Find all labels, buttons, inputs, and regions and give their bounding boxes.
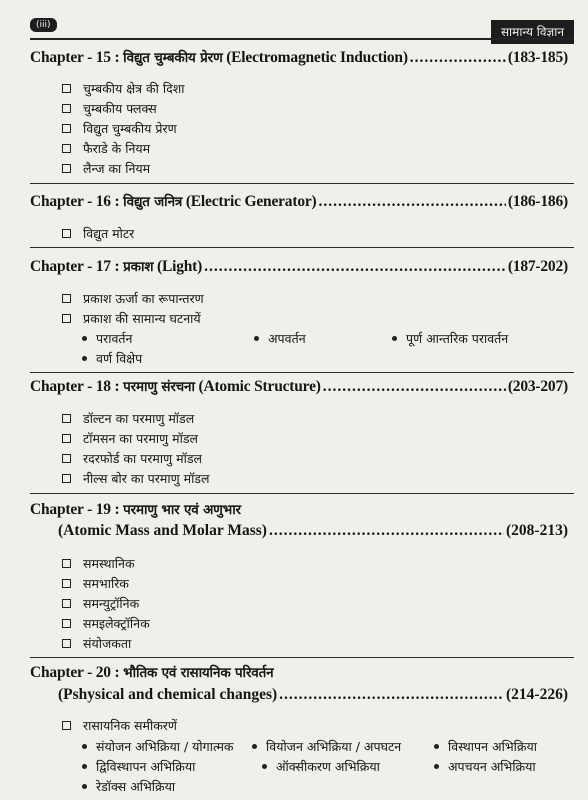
subtopic-item [262,758,380,775]
subtopic-text: वियोजन अभिक्रिया / अपघटन [266,739,402,754]
topic-text: चुम्बकीय क्षेत्र की दिशा [83,81,185,96]
leader-dots [269,522,504,540]
header-rule [30,38,574,40]
topic-item [62,615,150,632]
topic-text: समभारिक [83,576,129,591]
subtopic-text: परावर्तन [96,331,133,346]
chapter-pages: (186-186) [507,193,568,210]
chapter-label: Chapter - 16 : [30,193,120,210]
checkbox-icon [62,579,71,588]
chapter-label: Chapter - 20 : [30,664,120,681]
chapter-20-heading [30,663,273,682]
leader-dots [279,686,504,704]
checkbox-icon [62,144,71,153]
chapter-19-heading [30,500,241,519]
subtopic-item [82,350,142,367]
checkbox-icon [62,124,71,133]
chapter-english-title: (Electromagnetic Induction) [226,49,408,66]
chapter-19-subheading [58,522,568,540]
topic-item [62,470,209,487]
bullet-icon [262,764,267,769]
chapter-hindi-title: परमाणु संरचना [123,379,195,395]
topic-text: समन्युट्रॉनिक [83,596,140,611]
topic-text: प्रकाश ऊर्जा का रूपान्तरण [83,291,204,306]
topic-item [62,310,201,327]
section-divider [30,493,574,494]
bullet-icon [82,784,87,789]
chapter-pages: (183-185) [507,49,568,66]
section-title-tag: सामान्य विज्ञान [491,20,574,44]
subtopic-text: अपवर्तन [268,331,306,346]
topic-text: रदरफोर्ड का परमाणु मॉडल [83,451,203,466]
subtopic-item [434,758,536,775]
subtopic-item [434,738,537,755]
checkbox-icon [62,559,71,568]
leader-dots [410,49,506,67]
subtopic-text: ऑक्सीकरण अभिक्रिया [276,759,380,774]
chapter-label: Chapter - 18 : [30,378,120,395]
checkbox-icon [62,639,71,648]
topic-item [62,430,198,447]
chapter-pages: (208-213) [506,522,568,539]
chapter-label: Chapter - 19 : [30,501,120,518]
topic-item [62,450,202,467]
topic-text: चुम्बकीय फ्लक्स [83,101,157,116]
topic-text: नील्स बोर का परमाणु मॉडल [83,471,210,486]
chapter-english-title: (Light) [157,258,203,275]
chapter-hindi-title: विद्युत चुम्बकीय प्रेरण [123,50,223,66]
topic-text: विद्युत मोटर [83,226,135,241]
subtopic-text: विस्थापन अभिक्रिया [448,739,537,754]
bullet-icon [434,764,439,769]
leader-dots [204,258,506,276]
topic-item [62,410,194,427]
topic-text: टॉमसन का परमाणु मॉडल [83,431,198,446]
subtopic-text: द्विविस्थापन अभिक्रिया [96,759,196,774]
checkbox-icon [62,84,71,93]
topic-item [62,635,131,652]
topic-item [62,80,184,97]
bullet-icon [434,744,439,749]
chapter-english-title: (Electric Generator) [185,193,317,210]
chapter-17-heading [30,257,568,276]
bullet-icon [82,356,87,361]
topic-item [62,120,177,137]
subtopic-text: वर्ण विक्षेप [96,351,143,366]
checkbox-icon [62,164,71,173]
leader-dots [323,378,506,396]
checkbox-icon [62,104,71,113]
subtopic-item [82,758,195,775]
checkbox-icon [62,599,71,608]
chapter-16-heading [30,192,568,211]
subtopic-item [82,738,234,755]
checkbox-icon [62,294,71,303]
topic-item [62,140,150,157]
topic-text: लैन्ज का नियम [83,161,151,176]
subtopic-item [254,330,306,347]
topic-item [62,555,135,572]
chapter-pages: (203-207) [507,378,568,395]
checkbox-icon [62,619,71,628]
checkbox-icon [62,721,71,730]
bullet-icon [254,336,259,341]
subtopic-text: रेडॉक्स अभिक्रिया [96,779,176,794]
chapter-15-heading [30,48,568,67]
subtopic-text: पूर्ण आन्तरिक परावर्तन [406,331,509,346]
chapter-pages: (214-226) [506,686,568,703]
subtopic-item [252,738,401,755]
chapter-18-heading [30,377,568,396]
topic-text: डॉल्टन का परमाणु मॉडल [83,411,195,426]
topic-text: संयोजकता [83,636,132,651]
topic-item [62,100,157,117]
bullet-icon [82,764,87,769]
bullet-icon [252,744,257,749]
topic-item [62,595,139,612]
chapter-label: Chapter - 15 : [30,49,120,66]
checkbox-icon [62,454,71,463]
chapter-label: Chapter - 17 : [30,258,120,275]
bullet-icon [392,336,397,341]
topic-text: रासायनिक समीकरणें [83,718,177,733]
section-divider [30,247,574,248]
checkbox-icon [62,314,71,323]
topic-text: समइलेक्ट्रॉनिक [83,616,150,631]
leader-dots [319,193,506,211]
topic-item [62,225,134,242]
chapter-pages: (187-202) [507,258,568,275]
topic-item [62,160,150,177]
chapter-hindi-title: परमाणु भार एवं अणुभार [123,502,241,518]
topic-item [62,717,177,734]
chapter-english-title: (Atomic Structure) [198,378,321,395]
chapter-20-subheading [58,686,568,704]
chapter-hindi-title: प्रकाश [123,259,154,275]
topic-item [62,575,129,592]
topic-text: प्रकाश की सामान्य घटनायें [83,311,201,326]
section-divider [30,183,574,184]
checkbox-icon [62,229,71,238]
subtopic-text: संयोजन अभिक्रिया / योगात्मक [96,739,234,754]
bullet-icon [82,744,87,749]
chapter-hindi-title: भौतिक एवं रासायनिक परिवर्तन [123,665,274,681]
chapter-english-title: (Pshysical and chemical changes) [58,686,278,703]
topic-text: फैराडे के नियम [83,141,151,156]
chapter-english-title: (Atomic Mass and Molar Mass) [58,522,267,539]
section-divider [30,657,574,658]
checkbox-icon [62,414,71,423]
page-number-tag: (iii) [30,18,57,32]
checkbox-icon [62,474,71,483]
checkbox-icon [62,434,71,443]
chapter-hindi-title: विद्युत जनित्र [123,194,183,210]
section-divider [30,372,574,373]
topic-item [62,290,204,307]
bullet-icon [82,336,87,341]
subtopic-item [82,778,175,795]
subtopic-text: अपचयन अभिक्रिया [448,759,536,774]
subtopic-item [82,330,132,347]
subtopic-item [392,330,508,347]
topic-text: विद्युत चुम्बकीय प्रेरण [83,121,177,136]
topic-text: समस्थानिक [83,556,135,571]
